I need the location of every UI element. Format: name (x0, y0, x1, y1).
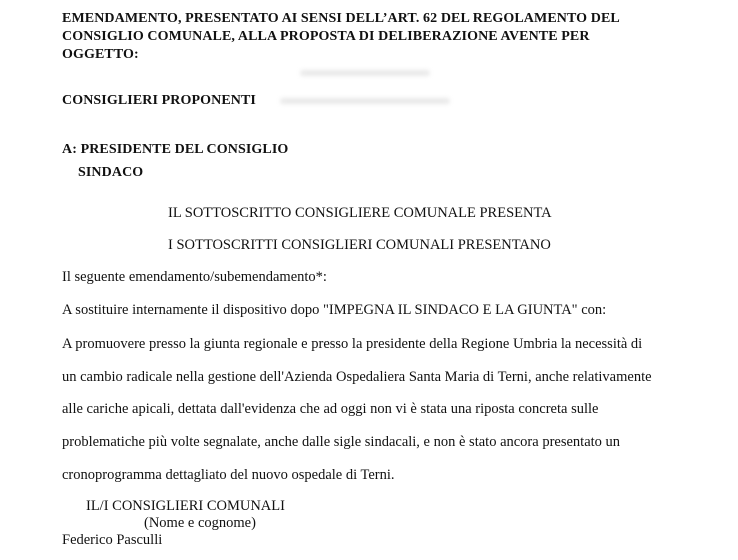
body-text-line: problematiche più volte segnalate, anche dalle sigle sindacali, e non è stato ancora presentato un (62, 434, 621, 450)
heading-line-3: OGGETTO: (62, 47, 139, 62)
presenter-plural: I SOTTOSCRITTI CONSIGLIERI COMUNALI PRESENTANO (168, 237, 551, 253)
proponents-label: CONSIGLIERI PROPONENTI (62, 93, 256, 108)
signature-label: IL/I CONSIGLIERI COMUNALI (86, 498, 285, 514)
body-text-line: A promuovere presso la giunta regionale e presso la presidente della Regione Umbria la necessità di (62, 336, 643, 352)
body-text-line: cronoprogramma dettagliato del nuovo ospedale di Terni. (62, 467, 395, 483)
signature-sublabel: (Nome e cognome) (144, 515, 256, 531)
presenter-singular: IL SOTTOSCRITTO CONSIGLIERE COMUNALE PRESENTA (168, 205, 552, 221)
redacted-area (300, 70, 430, 76)
heading-line-2: CONSIGLIO COMUNALE, ALLA PROPOSTA DI DELIBERAZIONE AVENTE PER (62, 29, 590, 44)
body-text-line: un cambio radicale nella gestione dell'Azienda Ospedaliera Santa Maria di Terni, anche relativamente (62, 369, 652, 385)
body-instruction: A sostituire internamente il dispositivo dopo "IMPEGNA IL SINDACO E LA GIUNTA" con: (62, 302, 607, 318)
recipient-line-1: A: PRESIDENTE DEL CONSIGLIO (62, 142, 289, 157)
signature-name: Federico Pasculli (62, 532, 163, 548)
body-intro: Il seguente emendamento/subemendamento*: (62, 269, 327, 285)
recipient-line-2: SINDACO (78, 165, 144, 180)
body-text-line: alle cariche apicali, dettata dall'evidenza che ad oggi non vi è stata una riposta concreta sulle (62, 401, 599, 417)
redacted-area-2 (280, 98, 450, 104)
heading-line-1: EMENDAMENTO, PRESENTATO AI SENSI DELL’ART. 62 DEL REGOLAMENTO DEL (62, 11, 620, 26)
